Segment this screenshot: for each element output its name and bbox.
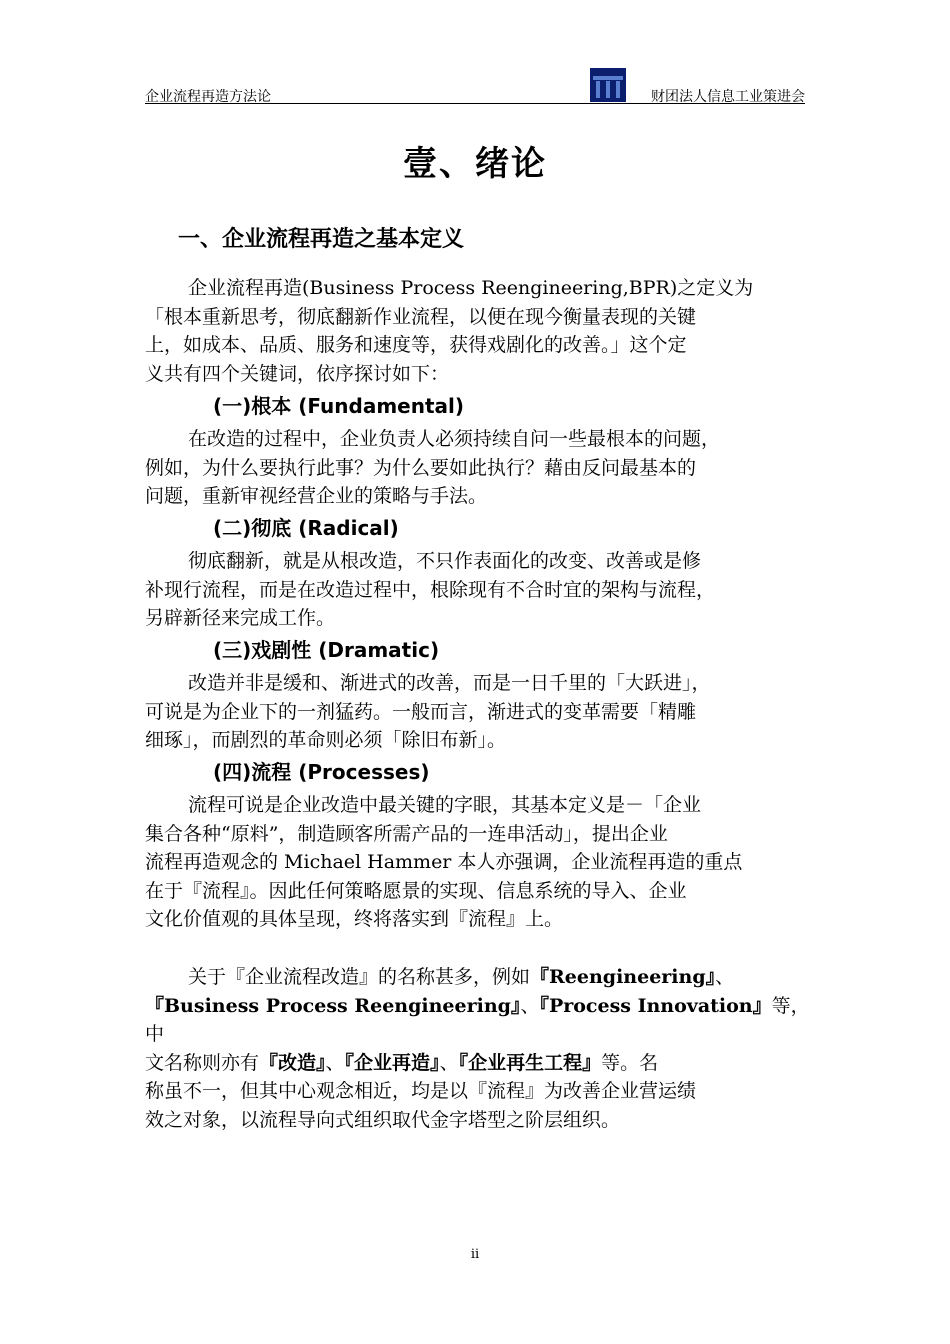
bold-term: 『企业再生工程』 <box>458 1051 602 1074</box>
text-line: 在改造的过程中，企业负责人必须持续自问一些最根本的问题， <box>188 428 721 450</box>
text-line: 称虽不一，但其中心观念相近，均是以『流程』为改善企业营运绩 <box>145 1080 697 1103</box>
organization-logo-icon <box>590 68 626 102</box>
text-run: 等，中 <box>145 994 810 1046</box>
text-run: 、 <box>520 994 540 1017</box>
bold-term: 『改造』 <box>259 1051 326 1074</box>
text-line: 例如，为什么要执行此事？为什么要如此执行？藉由反问最基本的 <box>145 456 697 479</box>
intro-paragraph <box>145 274 825 388</box>
section-heading: 一、企业流程再造之基本定义 <box>178 226 465 252</box>
text-run: 、 <box>715 966 735 988</box>
text-line: 流程再造观念的 Michael Hammer 本人亦强调，企业流程再造的重点 <box>145 851 743 874</box>
bold-term: 『Business Process Reengineering』 <box>145 994 521 1017</box>
header-right-organization: 财团法人信息工业策进会 <box>651 89 805 105</box>
names-paragraph <box>145 963 825 1135</box>
subheading-fundamental: (一)根本 (Fundamental) <box>213 394 465 418</box>
text-line: 问题，重新审视经营企业的策略与手法。 <box>145 485 488 508</box>
page-number: ii <box>470 1247 480 1262</box>
text-line: 义共有四个关键词，依序探讨如下： <box>145 362 450 385</box>
text-line: 企业流程再造(Business Process Reengineering,BPR)之定义为 <box>188 277 754 299</box>
header-divider <box>145 103 805 104</box>
bold-term: 『Process Innovation』 <box>539 994 772 1017</box>
text-line: 可说是为企业下的一剂猛药。一般而言，渐进式的变革需要「精雕 <box>145 700 697 723</box>
processes-paragraph <box>145 791 825 934</box>
bold-term: 『Reengineering』 <box>530 966 716 988</box>
text-run: 关于『企业流程改造』的名称甚多，例如 <box>188 966 531 988</box>
text-run: 文名称则亦有 <box>145 1051 260 1074</box>
text-line: 文化价值观的具体呈现，终将落实到『流程』上。 <box>145 908 564 931</box>
header-left-title: 企业流程再造方法论 <box>145 89 271 105</box>
fundamental-paragraph <box>145 425 825 511</box>
text-line: 另辟新径来完成工作。 <box>145 607 336 630</box>
text-line: 集合各种“原料”，制造顾客所需产品的一连串活动」，提出企业 <box>145 822 668 845</box>
dramatic-paragraph <box>145 669 825 755</box>
text-line: 上，如成本、品质、服务和速度等，获得戏剧化的改善。」这个定 <box>145 334 687 357</box>
text-line: 效之对象，以流程导向式组织取代金字塔型之阶层组织。 <box>145 1108 621 1131</box>
chapter-title: 壹、绪论 <box>403 144 547 184</box>
text-run: 、 <box>325 1051 345 1074</box>
text-line: 彻底翻新，就是从根改造，不只作表面化的改变、改善或是修 <box>188 550 702 572</box>
subheading-dramatic: (三)戏剧性 (Dramatic) <box>213 638 440 662</box>
bold-term: 『企业再造』 <box>344 1051 440 1074</box>
radical-paragraph <box>145 547 825 633</box>
text-line: 补现行流程，而是在改造过程中，根除现有不合时宜的架构与流程， <box>145 578 716 601</box>
subheading-processes: (四)流程 (Processes) <box>213 760 430 784</box>
text-run: 、 <box>439 1051 459 1074</box>
text-run: 等。名 <box>601 1051 659 1074</box>
text-line: 细琢」，而剧烈的革命则必须「除旧布新」。 <box>145 729 507 752</box>
text-line: 在于『流程』。因此任何策略愿景的实现、信息系统的导入、企业 <box>145 879 687 902</box>
text-line: 流程可说是企业改造中最关键的字眼，其基本定义是－「企业 <box>188 794 702 816</box>
text-line: 改造并非是缓和、渐进式的改善，而是一日千里的「大跃进」， <box>188 672 711 694</box>
subheading-radical: (二)彻底 (Radical) <box>213 516 399 540</box>
page-header <box>145 68 805 104</box>
text-line: 「根本重新思考，彻底翻新作业流程，以便在现今衡量表现的关键 <box>145 305 697 328</box>
